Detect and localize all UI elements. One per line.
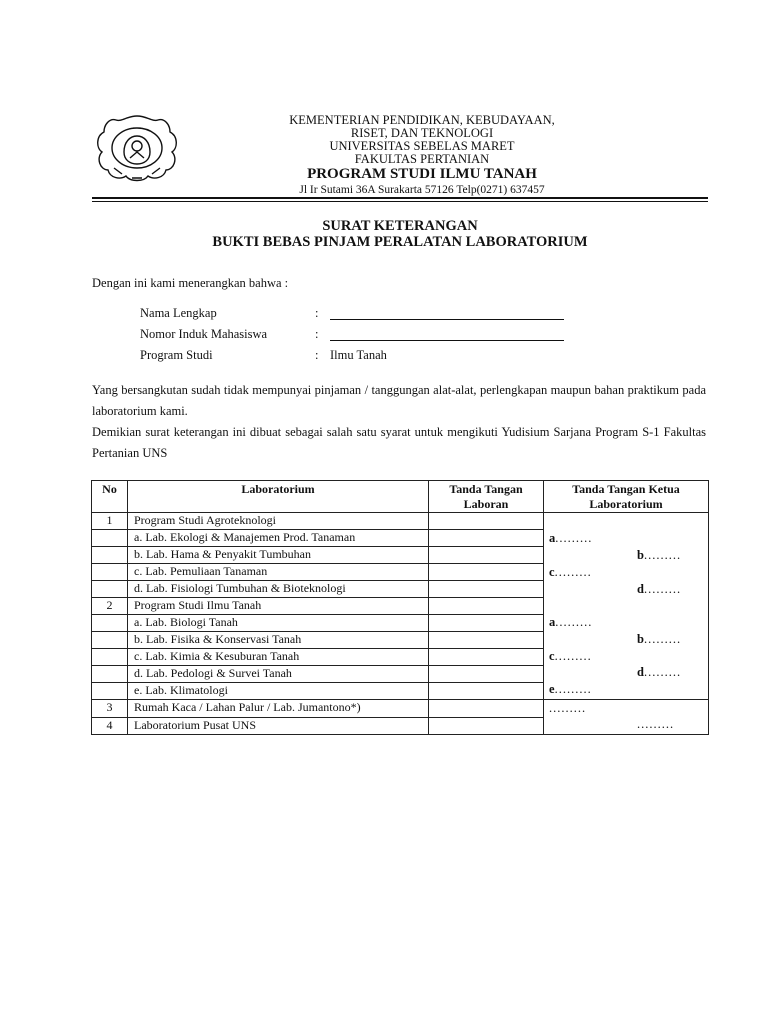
laboran-signature-cell[interactable] bbox=[429, 700, 544, 718]
table-row bbox=[92, 700, 709, 718]
sig-d-1: d......... bbox=[637, 582, 682, 596]
sig-b-1: b......... bbox=[637, 548, 682, 562]
row-lab: d. Lab. Pedologi & Survei Tanah bbox=[128, 666, 429, 683]
prodi-colon: : bbox=[315, 348, 319, 362]
table-row bbox=[92, 513, 709, 530]
row-no: 2 bbox=[92, 598, 128, 615]
prodi-value: Ilmu Tanah bbox=[330, 348, 387, 362]
row-no bbox=[92, 683, 128, 700]
laboran-signature-cell[interactable] bbox=[429, 649, 544, 666]
laboran-signature-cell[interactable] bbox=[429, 615, 544, 632]
nim-colon: : bbox=[315, 327, 319, 341]
intro-text: Dengan ini kami menerangkan bahwa : bbox=[92, 276, 289, 290]
header-ketua: Tanda Tangan Ketua Laboratorium bbox=[544, 481, 709, 513]
table-header-row bbox=[92, 481, 709, 513]
row-lab: c. Lab. Kimia & Kesuburan Tanah bbox=[128, 649, 429, 666]
row-lab: b. Lab. Fisika & Konservasi Tanah bbox=[128, 632, 429, 649]
document-title bbox=[92, 218, 708, 250]
statement-paragraph: Yang bersangkutan sudah tidak mempunyai pinjaman / tanggungan alat-alat, perlengkapan maupun bahan praktikum pada laboratorium kami. bbox=[92, 383, 706, 418]
university-logo-icon bbox=[92, 112, 182, 184]
row-no bbox=[92, 615, 128, 632]
letterhead bbox=[262, 114, 582, 197]
name-label: Nama Lengkap bbox=[140, 306, 217, 320]
sig-e-2: e......... bbox=[549, 682, 592, 696]
university-name: UNIVERSITAS SEBELAS MARET bbox=[329, 139, 515, 153]
laboran-signature-cell[interactable] bbox=[429, 598, 544, 615]
row-lab: Laboratorium Pusat UNS bbox=[128, 717, 429, 735]
row-lab: a. Lab. Biologi Tanah bbox=[128, 615, 429, 632]
sig-a-2: a......... bbox=[549, 615, 593, 629]
laboran-signature-cell[interactable] bbox=[429, 530, 544, 547]
row-no bbox=[92, 564, 128, 581]
sig-b-2: b......... bbox=[637, 632, 682, 646]
letterhead-divider-thick bbox=[92, 197, 708, 199]
laboran-signature-cell[interactable] bbox=[429, 564, 544, 581]
row-no bbox=[92, 547, 128, 564]
laboran-signature-cell[interactable] bbox=[429, 581, 544, 598]
nim-label: Nomor Induk Mahasiswa bbox=[140, 327, 268, 341]
laboran-signature-cell[interactable] bbox=[429, 513, 544, 530]
header-laboran: Tanda Tangan Laboran bbox=[429, 481, 544, 513]
name-blank-line[interactable] bbox=[330, 319, 564, 320]
row-no: 1 bbox=[92, 513, 128, 530]
row-no bbox=[92, 581, 128, 598]
sig-d-2: d......... bbox=[637, 665, 682, 679]
laboran-signature-cell[interactable] bbox=[429, 717, 544, 735]
row-lab: a. Lab. Ekologi & Manajemen Prod. Tanaman bbox=[128, 530, 429, 547]
row-lab: b. Lab. Hama & Penyakit Tumbuhan bbox=[128, 547, 429, 564]
ministry-line-1: KEMENTERIAN PENDIDIKAN, KEBUDAYAAN, bbox=[289, 113, 555, 127]
header-laboratorium: Laboratorium bbox=[128, 481, 429, 513]
row-no bbox=[92, 530, 128, 547]
program-name: PROGRAM STUDI ILMU TANAH bbox=[307, 166, 537, 182]
row-no: 3 bbox=[92, 700, 128, 718]
sig-dots-4: ......... bbox=[637, 717, 675, 731]
row-lab: Program Studi Ilmu Tanah bbox=[128, 598, 429, 615]
row-lab: d. Lab. Fisiologi Tumbuhan & Bioteknologi bbox=[128, 581, 429, 598]
laboran-signature-cell[interactable] bbox=[429, 547, 544, 564]
ketua-signature-block-2[interactable] bbox=[544, 700, 709, 735]
title-line-1: SURAT KETERANGAN bbox=[322, 218, 478, 234]
address: Jl Ir Sutami 36A Surakarta 57126 Telp(0271) 637457 bbox=[299, 184, 545, 196]
nim-blank-line[interactable] bbox=[330, 340, 564, 341]
title-line-2: BUKTI BEBAS PINJAM PERALATAN LABORATORIUM bbox=[212, 234, 588, 250]
laboran-signature-cell[interactable] bbox=[429, 632, 544, 649]
closing-paragraph: Demikian surat keterangan ini dibuat sebagai salah satu syarat untuk mengikuti Yudisium Sarjana Program S-1 Fakultas Pertanian UNS bbox=[92, 425, 706, 460]
row-lab: c. Lab. Pemuliaan Tanaman bbox=[128, 564, 429, 581]
row-no bbox=[92, 632, 128, 649]
letterhead-divider-thin bbox=[92, 201, 708, 202]
ketua-signature-block-1[interactable] bbox=[544, 513, 709, 700]
row-lab: Rumah Kaca / Lahan Palur / Lab. Jumantono*) bbox=[128, 700, 429, 718]
row-lab: Program Studi Agroteknologi bbox=[128, 513, 429, 530]
laboran-signature-cell[interactable] bbox=[429, 683, 544, 700]
header-no: No bbox=[92, 481, 128, 513]
faculty-name: FAKULTAS PERTANIAN bbox=[354, 152, 490, 166]
ministry-line-2: RISET, DAN TEKNOLOGI bbox=[350, 126, 494, 140]
sig-c-1: c......... bbox=[549, 565, 592, 579]
row-lab: e. Lab. Klimatologi bbox=[128, 683, 429, 700]
sig-a-1: a......... bbox=[549, 531, 593, 545]
laboratory-table bbox=[91, 480, 709, 735]
sig-dots-3: ......... bbox=[549, 701, 587, 715]
laboran-signature-cell[interactable] bbox=[429, 666, 544, 683]
row-no bbox=[92, 649, 128, 666]
sig-c-2: c......... bbox=[549, 649, 592, 663]
name-colon: : bbox=[315, 306, 319, 320]
row-no: 4 bbox=[92, 717, 128, 735]
prodi-label: Program Studi bbox=[140, 348, 213, 362]
row-no bbox=[92, 666, 128, 683]
